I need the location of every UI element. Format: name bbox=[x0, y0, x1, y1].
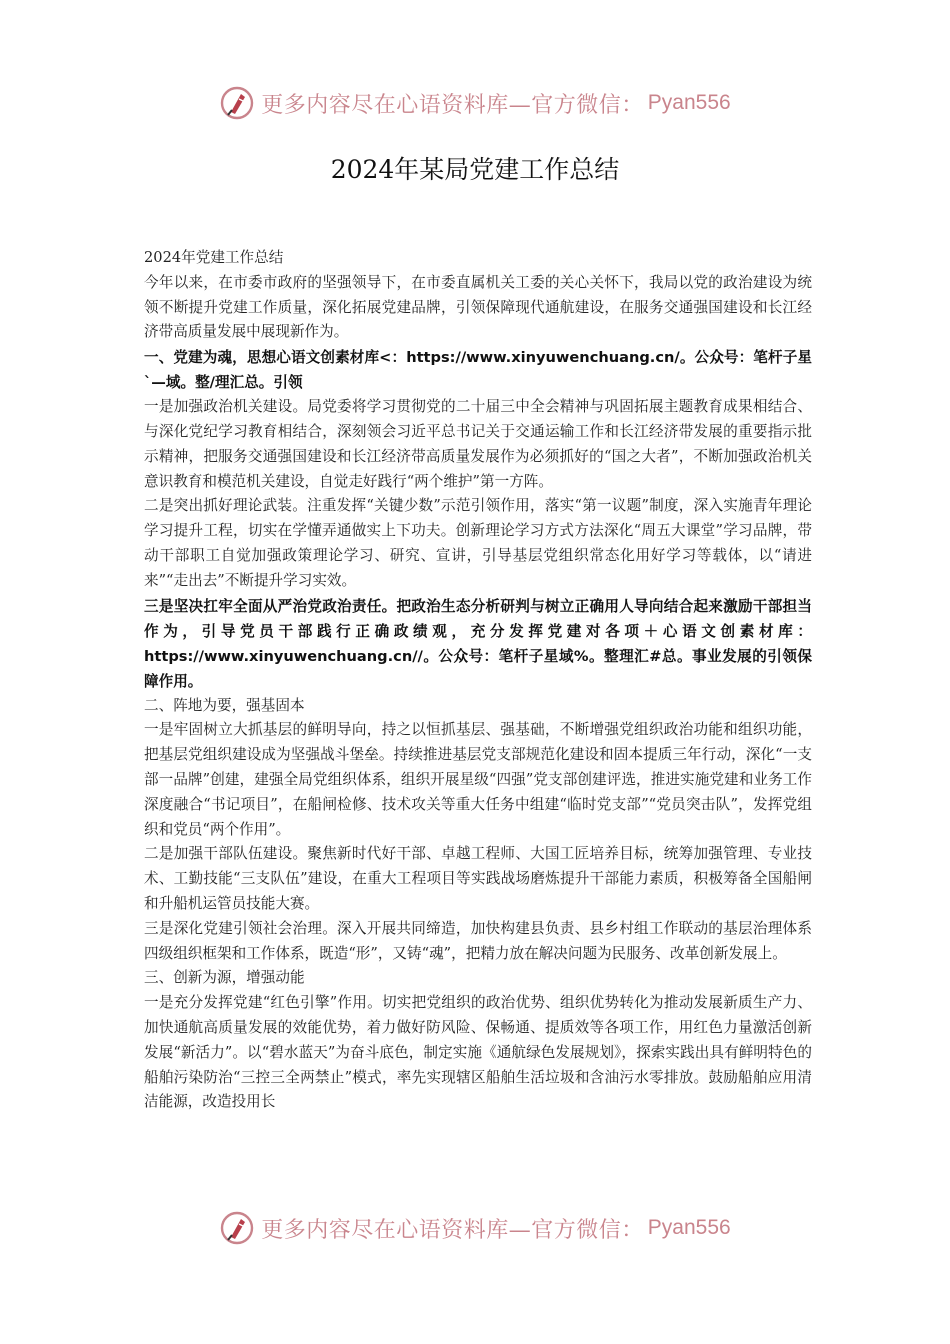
section-heading-1: 一、党建为魂，思想心语文创素材库<：https://www.xinyuwenchuang.cn/。公众号：笔杆子星`—域。整/理汇总。引领 bbox=[144, 349, 812, 392]
subtitle-paragraph: 2024年党建工作总结 bbox=[144, 249, 284, 266]
pen-nib-logo-icon bbox=[219, 1210, 255, 1246]
body-paragraph: 三是深化党建引领社会治理。深入开展共同缔造，加快构建县负责、县乡村组工作联动的基层治理体系四级组织框架和工作体系，既造“形”，又铸“魂”，把精力放在解决问题为民服务、改革创新发展上。 bbox=[144, 919, 812, 962]
body-paragraph: 一是充分发挥党建“红色引擎”作用。切实把党组织的政治优势、组织优势转化为推动发展新质生产力、加快通航高质量发展的效能优势，着力做好防风险、保畅通、提质效等各项工作，用红色力量激活创新发展“新活力”。以“碧水蓝天”为奋斗底色，制定实施《通航绿色发展规划》，探索实践出具有鲜明特色的船舶污染防治“三控三全两禁止”模式，率先实现辖区船舶生活垃圾和含油污水零排放。鼓励船舶应用清洁能源，改造投用长 bbox=[144, 994, 812, 1111]
section-heading-2: 二、阵地为要，强基固本 bbox=[144, 696, 305, 714]
body-paragraph: 二是加强干部队伍建设。聚焦新时代好干部、卓越工程师、大国工匠培养目标，统筹加强管理、专业技术、工勤技能“三支队伍”建设，在重大工程项目等实践战场磨炼提升干部能力素质，积极筹备全国船闸和升船机运管员技能大赛。 bbox=[144, 845, 812, 912]
body-paragraph: 二是突出抓好理论武装。注重发挥“关键少数”示范引领作用，落实“第一议题”制度，深入实施青年理论学习提升工程，切实在学懂弄通做实上下功夫。创新理论学习方式方法深化“周五大课堂”学习品牌，带动干部职工自觉加强政策理论学习、研究、宣讲，引导基层党组织常态化用好学习等载体，以“请进来”“走出去”不断提升学习实效。 bbox=[144, 497, 812, 589]
bold-paragraph: 三是坚决扛牢全面从严治党政治责任。把政治生态分析研判与树立正确用人导向结合起来激励干部担当作为，引导党员干部践行正确政绩观，充分发挥党建对各项＋心语文创素材库：https://www.xinyuwenchuang.cn//。公众号：笔杆子星域%。整理汇#总。事业发展的引领保障作用。 bbox=[144, 597, 812, 690]
pen-nib-logo-icon bbox=[219, 85, 255, 121]
banner-wechat-id: Pyan556 bbox=[647, 1216, 731, 1239]
header-watermark-banner bbox=[0, 83, 950, 123]
page-title: 2024年某局党建工作总结 bbox=[330, 155, 620, 184]
footer-watermark-banner bbox=[0, 1208, 950, 1248]
body-paragraph: 一是牢固树立大抓基层的鲜明导向，持之以恒抓基层、强基础，不断增强党组织政治功能和组织功能，把基层党组织建设成为坚强战斗堡垒。持续推进基层党支部规范化建设和固本提质三年行动，深化“一支部一品牌”创建，建强全局党组织体系，组织开展星级“四强”党支部创建评选，推进实施党建和业务工作深度融合“书记项目”，在船闸检修、技术攻关等重大任务中组建“临时党支部”“党员突击队”，发挥党组织和党员“两个作用”。 bbox=[144, 721, 812, 838]
intro-paragraph: 今年以来，在市委市政府的坚强领导下，在市委直属机关工委的关心关怀下，我局以党的政治建设为统领不断提升党建工作质量，深化拓展党建品牌，引领保障现代通航建设，在服务交通强国建设和长江经济带高质量发展中展现新作为。 bbox=[144, 273, 812, 341]
body-paragraph: 一是加强政治机关建设。局党委将学习贯彻党的二十届三中全会精神与巩固拓展主题教育成果相结合、与深化党纪学习教育相结合，深刻领会习近平总书记关于交通运输工作和长江经济带发展的重要指示批示精神，把服务交通强国建设和长江经济带高质量发展作为必须抓好的“国之大者”，不断加强政治机关意识教育和模范机关建设，自觉走好践行“两个维护”第一方阵。 bbox=[144, 398, 812, 490]
banner-text: 更多内容尽在心语资料库—官方微信： bbox=[261, 1217, 644, 1243]
document-body bbox=[144, 246, 812, 1115]
banner-text: 更多内容尽在心语资料库—官方微信： bbox=[261, 92, 644, 118]
banner-wechat-id: Pyan556 bbox=[647, 91, 731, 114]
section-heading-3: 三、创新为源，增强动能 bbox=[144, 969, 305, 987]
